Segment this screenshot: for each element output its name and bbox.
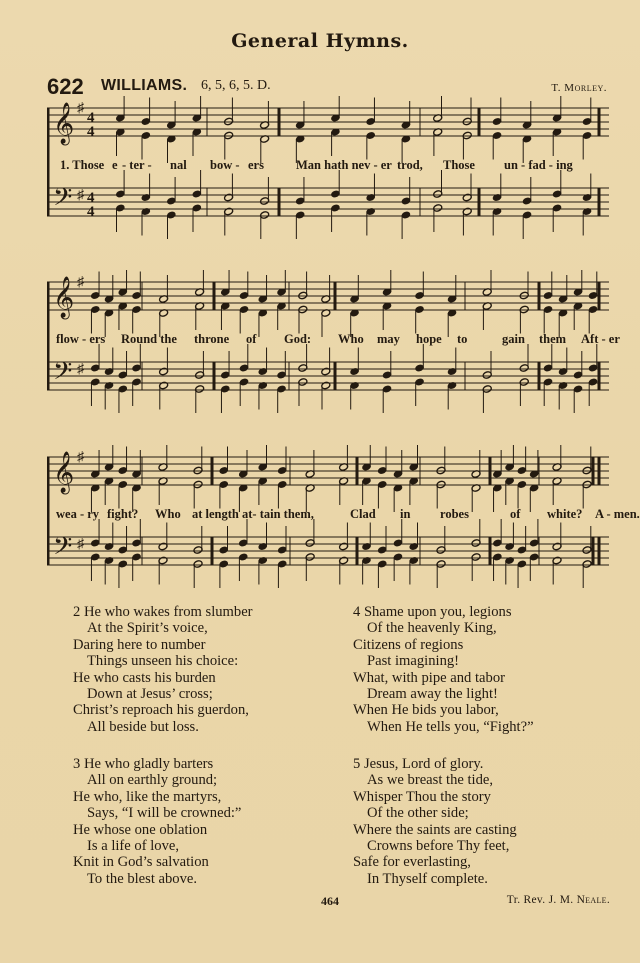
verse-line: What, with pipe and tabor	[353, 669, 505, 686]
svg-text:4: 4	[87, 190, 95, 206]
verse-line: Says, “I will be crowned:”	[87, 805, 242, 822]
page-footer	[0, 894, 640, 912]
stanza-5	[353, 756, 603, 887]
lyric-syllable: them	[539, 332, 567, 346]
svg-text:4: 4	[87, 124, 95, 140]
stanza-2	[73, 604, 323, 735]
verse-line: Is a life of love,	[87, 838, 179, 855]
verse-line: Dream away the light!	[367, 686, 498, 703]
svg-text:♯: ♯	[77, 101, 84, 116]
verse-line: Where the saints are casting	[353, 821, 517, 838]
lyric-syllable: gain	[502, 332, 525, 346]
svg-text:𝄢: 𝄢	[53, 357, 73, 392]
svg-text:4: 4	[87, 204, 95, 220]
verse-line: He who, like the martyrs,	[73, 788, 222, 805]
verse-line: Of the heavenly King,	[367, 620, 497, 637]
lyric-syllable: Clad	[350, 507, 376, 521]
music-system-3	[47, 445, 640, 595]
lyric-syllable: Man hath nev - er	[296, 158, 392, 172]
verse-line: Down at Jesus’ cross;	[87, 686, 213, 703]
lyric-syllable: may	[377, 332, 400, 346]
verse-line: 3 He who gladly barters	[73, 756, 214, 772]
tune-name: WILLIAMS.	[101, 77, 188, 94]
lyric-line-3	[47, 507, 640, 523]
verse-line: Whisper Thou the story	[353, 788, 491, 805]
verse-line: As we breast the tide,	[367, 772, 494, 789]
verse-line: 2 He who wakes from slumber	[73, 604, 253, 620]
svg-text:𝄞: 𝄞	[53, 277, 75, 318]
composer: T. Morley.	[551, 82, 607, 94]
meter: 6, 5, 6, 5. D.	[201, 78, 271, 93]
svg-text:𝄞: 𝄞	[53, 452, 75, 493]
lyric-syllable: hope	[416, 332, 442, 346]
verse-line: Christ’s reproach his guerdon,	[73, 702, 249, 719]
lyric-syllable: fight?	[107, 507, 139, 521]
stanza-3	[73, 756, 323, 887]
translator-name: Neale.	[576, 894, 610, 906]
running-head: General Hymns.	[231, 30, 409, 52]
verse-line: 4 Shame upon you, legions	[353, 604, 512, 620]
lyric-syllable: to	[457, 332, 468, 346]
verse-line: Things unseen his choice:	[87, 653, 239, 670]
verse-line: Citizens of regions	[353, 636, 464, 653]
verse-line: All on earthly ground;	[87, 772, 218, 789]
page-number: 464	[321, 894, 339, 908]
lyric-syllable: in	[400, 507, 411, 521]
stanza-4	[353, 604, 603, 735]
svg-text:♯: ♯	[77, 275, 84, 290]
verse-line: Daring here to number	[73, 636, 206, 653]
lyric-syllable: white?	[547, 507, 583, 521]
svg-text:𝄢: 𝄢	[53, 183, 73, 218]
svg-text:♯: ♯	[77, 537, 84, 552]
lyric-syllable: nal	[170, 158, 187, 172]
lyric-syllable: 1. Those	[60, 158, 105, 172]
lyric-syllable: of	[246, 332, 257, 346]
lyric-syllable: A - men.	[595, 507, 640, 521]
verse-line: Past imagining!	[367, 653, 460, 670]
verse-line: All beside but loss.	[87, 718, 199, 735]
svg-text:♯: ♯	[77, 188, 84, 203]
verse-line: Crowns before Thy feet,	[367, 838, 510, 855]
verse-line: 5 Jesus, Lord of glory.	[353, 756, 484, 772]
lyric-syllable: Who	[155, 507, 181, 521]
lyric-syllable: - ter -	[122, 158, 152, 172]
lyric-syllable: un - fad - ing	[504, 158, 573, 172]
lyric-syllable: wea - ry	[56, 507, 100, 521]
music-system-1	[47, 96, 609, 246]
svg-text:𝄞: 𝄞	[53, 103, 75, 144]
svg-text:𝄢: 𝄢	[53, 532, 73, 567]
verse-line: At the Spirit’s voice,	[87, 620, 208, 637]
translator-credit	[507, 894, 610, 906]
lyric-syllable: Aft - er	[581, 332, 620, 346]
lyric-syllable: of	[510, 507, 521, 521]
lyric-syllable: robes	[440, 507, 469, 521]
verse-line: Safe for everlasting,	[353, 854, 471, 871]
lyric-line-1	[47, 158, 609, 174]
verse-line: In Thyself complete.	[367, 870, 488, 887]
verse-line: To the blest above.	[87, 870, 198, 887]
lyric-syllable: ers	[248, 158, 264, 172]
verse-line: Of the other side;	[367, 805, 469, 822]
svg-text:♯: ♯	[77, 362, 84, 377]
verse-line: When He bids you labor,	[353, 702, 499, 719]
lyric-line-2	[47, 332, 620, 348]
translator-prefix: Tr. Rev. J. M.	[506, 894, 577, 906]
lyric-syllable: bow -	[210, 158, 240, 172]
verse-line: He who casts his burden	[73, 669, 216, 686]
hymn-number: 622	[47, 74, 84, 99]
verse-line: He whose one oblation	[73, 821, 208, 838]
svg-text:4: 4	[87, 110, 95, 126]
lyric-syllable: Those	[443, 158, 475, 172]
svg-text:♯: ♯	[77, 450, 84, 465]
lyric-syllable: trod,	[397, 158, 423, 172]
lyric-syllable: Round the	[121, 332, 177, 346]
lyric-syllable: Who	[338, 332, 364, 346]
lyric-syllable: e	[112, 158, 118, 172]
lyric-syllable: throne	[194, 332, 230, 346]
verse-line: Knit in God’s salvation	[73, 854, 209, 871]
music-system-2	[47, 270, 620, 420]
lyric-syllable: God:	[284, 332, 312, 346]
lyric-syllable: flow - ers	[56, 332, 106, 346]
hymn-header	[47, 74, 607, 99]
lyric-syllable: at length at- tain them,	[192, 507, 314, 521]
verse-line: When He tells you, “Fight?”	[367, 718, 534, 735]
